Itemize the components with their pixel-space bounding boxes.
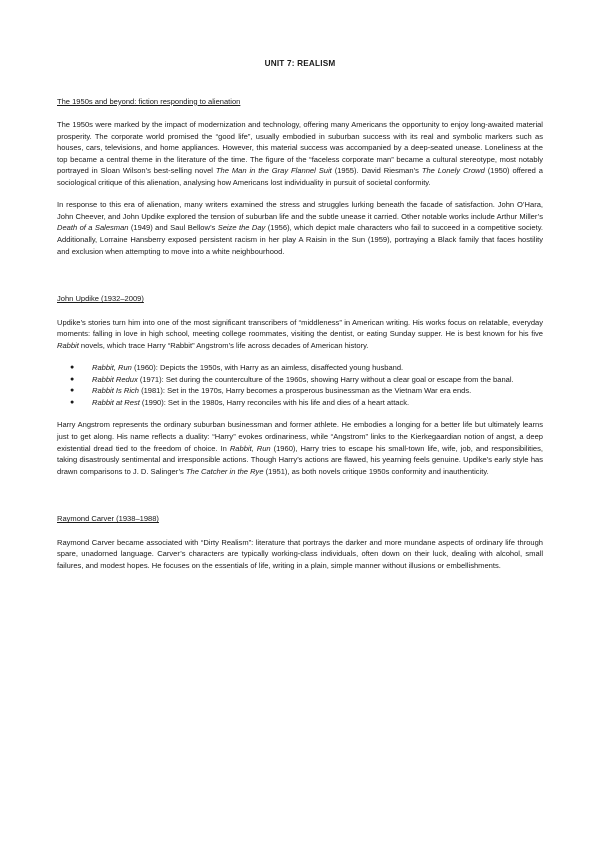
section-heading-carver: Raymond Carver (1938–1988) (57, 514, 159, 524)
italic-title: Death of a Salesman (57, 223, 129, 233)
text-span: (1950) offered a sociological critique of this alienation, analysing how Americans lost individuality in pursuit of societal conformity. (57, 166, 544, 187)
text-span: (1956), which depict male characters who fail to succeed in a competitive society. Additionally, Lorraine Hansberry exposed persistent racism in her play A Raisin in the Sun (1959), portraying a Black family that faces hostility and exclusion when attempting to move into a white neighbourhood. (57, 223, 544, 256)
text-span: (1960), Harry tries to escape his small-town life, wife, job, and responsibilities, taking disastrously sentimental and irresponsible actions. Though Harry’s actions are flawed, his yearning feels genuine. Updike’s early style has drawn comparisons to J. D. Salinger’s (57, 443, 543, 476)
section-spacer (57, 488, 543, 513)
paragraph-updike-harry (57, 419, 543, 477)
paragraph-1950s-intro (57, 119, 543, 188)
list-item (57, 385, 543, 397)
bullet-icon: ● (70, 364, 75, 372)
document-body (57, 58, 543, 582)
italic-title: Rabbit, Run (92, 363, 132, 373)
list-item-text: (1981): Set in the 1970s, Harry becomes a prosperous businessman as the Vietnam War era ends. (138, 386, 472, 396)
italic-title: Rabbit (57, 340, 79, 350)
italic-title: Rabbit Is Rich (92, 386, 139, 396)
italic-title: Seize the Day (217, 223, 266, 233)
list-item-text: (1960): Depicts the 1950s, with Harry as an aimless, disaffected young husband. (131, 363, 404, 373)
list-item-text: (1990): Set in the 1980s, Harry reconciles with his life and dies of a heart attack. (139, 397, 410, 407)
section-spacer (57, 268, 543, 293)
italic-title: Rabbit Redux (92, 374, 138, 384)
text-span: (1949) and Saul Bellow’s (128, 223, 218, 233)
text-span: (1955). David Riesman’s (331, 166, 422, 176)
text-span: (1951), as both novels critique 1950s conformity and inauthenticity. (263, 466, 489, 476)
text-span: Harry Angstrom represents the ordinary suburban businessman and former athlete. He embodies a longing for a better life but ultimately learns just to get along. His name reflects a duality: “Harry” evokes ordinariness, while “Angstrom” links to the Kierkegaardian notion of angst, a deep existential dread tied to the freedom of choice. In (57, 420, 543, 453)
list-item (57, 374, 543, 386)
italic-title: The Lonely Crowd (421, 166, 485, 176)
paragraph-updike-intro (57, 317, 543, 352)
section-heading-1950s: The 1950s and beyond: fiction responding to alienation (57, 96, 241, 106)
text-span: In response to this era of alienation, many writers examined the stress and struggles lurking beneath the facade of satisfaction. John O’Hara, John Cheever, and John Updike explored the tension of suburban life and the subtle unease it carried. Other notable works include Arthur Miller’s (57, 200, 543, 221)
bullet-icon: ● (70, 375, 75, 383)
list-item-text: (1971): Set during the counterculture of the 1960s, showing Harry without a clear goal or escape from the banal. (137, 374, 514, 384)
list-item (57, 397, 543, 409)
italic-title: Rabbit at Rest (92, 397, 140, 407)
bullet-icon: ● (70, 398, 75, 406)
bullet-icon: ● (70, 387, 75, 395)
text-span: Updike’s stories turn him into one of the most significant transcribers of “middleness” in American writing. His works focus on relatable, everyday moments: falling in love in high school, meeting college roommates, visiting the dentist, or eating Sunday supper. He is best known for his five (57, 317, 543, 339)
paragraph-1950s-response (57, 199, 543, 257)
paragraph-carver: Raymond Carver became associated with “Dirty Realism”: literature that portrays the darker and more mundane aspects of ordinary life through spare, unadorned language. Carver’s characters are typically working-class individuals, often down on their luck, dealing with alcohol, small failures, and modest hopes. He focuses on the essentials of life, writing in a plain, simple manner without illusions or embellishments. (57, 537, 543, 570)
italic-title: The Man in the Gray Flannel Suit (215, 166, 332, 176)
section-heading-updike: John Updike (1932–2009) (57, 294, 144, 304)
italic-title: Rabbit, Run (229, 443, 271, 453)
page-title: UNIT 7: REALISM (264, 59, 336, 68)
rabbit-novels-list (57, 362, 543, 408)
italic-title: The Catcher in the Rye (185, 466, 264, 476)
text-span: The 1950s were marked by the impact of modernization and technology, offering many Americans the opportunity to enjoy long-awaited material prosperity. The corporate world promised the “good life”, usually embodied in suburban success with its real and symbolic markers such as houses, cars, televisions, and home appliances. However, this material success was accompanied by a deep-seated unease. Loneliness at the top became a central theme in the literature of the time. The figure of the “faceless corporate man” became a cultural stereotype, most notably portrayed in Sloan Wilson’s best-selling novel (57, 120, 543, 176)
text-span: novels, which trace Harry “Rabbit” Angstrom’s life across decades of American history. (78, 340, 369, 350)
list-item (57, 362, 543, 374)
